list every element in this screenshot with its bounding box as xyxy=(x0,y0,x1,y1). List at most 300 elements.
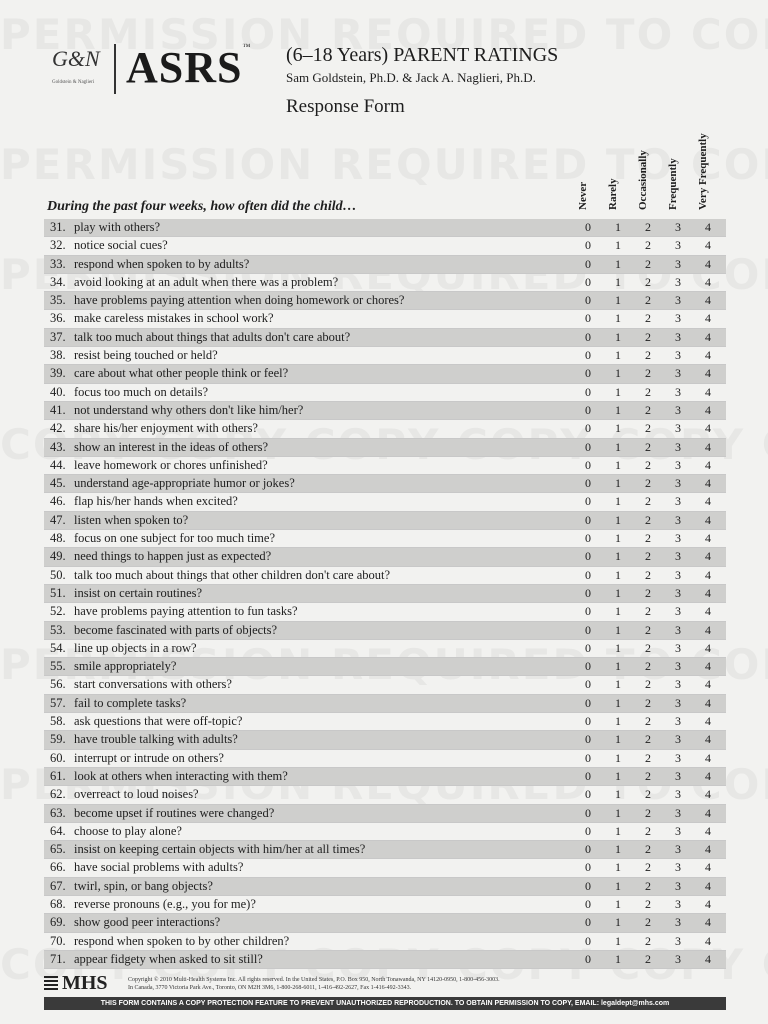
rating-option[interactable]: 0 xyxy=(585,293,591,308)
rating-option[interactable]: 0 xyxy=(585,238,591,253)
item-number: 67. xyxy=(50,878,66,893)
rating-option[interactable]: 0 xyxy=(585,311,591,326)
rating-option[interactable]: 3 xyxy=(675,842,681,857)
rating-option[interactable]: 3 xyxy=(675,768,681,783)
item-text: choose to play alone? xyxy=(74,823,182,838)
rating-option[interactable]: 1 xyxy=(615,659,621,674)
item-row xyxy=(44,585,726,603)
rating-option[interactable]: 1 xyxy=(615,732,621,747)
rating-option[interactable]: 1 xyxy=(615,860,621,875)
rating-option[interactable]: 3 xyxy=(675,512,681,527)
rating-option[interactable]: 3 xyxy=(675,714,681,729)
item-text: flap his/her hands when excited? xyxy=(74,494,238,509)
rating-option[interactable]: 2 xyxy=(645,238,651,253)
rating-option[interactable]: 0 xyxy=(585,860,591,875)
copyright-line: In Canada, 3770 Victoria Park Ave., Toronto, ON M2H 3M6, 1-800-268-6011, 1-416-492-2627, Fax 1-416-492-3343. xyxy=(128,985,412,991)
rating-option[interactable]: 3 xyxy=(675,933,681,948)
rating-option[interactable]: 3 xyxy=(675,238,681,253)
item-text: twirl, spin, or bang objects? xyxy=(74,878,213,893)
rating-option[interactable]: 2 xyxy=(645,677,651,692)
rating-option[interactable]: 1 xyxy=(615,476,621,491)
rating-option[interactable]: 1 xyxy=(615,421,621,436)
trademark-mark: ™ xyxy=(242,42,252,51)
item-row xyxy=(44,548,726,566)
rating-option[interactable]: 4 xyxy=(705,695,711,710)
rating-option[interactable]: 4 xyxy=(705,238,711,253)
item-text: respond when spoken to by adults? xyxy=(74,256,250,271)
item-row xyxy=(44,933,726,951)
rating-option[interactable]: 0 xyxy=(585,933,591,948)
rating-option[interactable]: 4 xyxy=(705,293,711,308)
rating-option[interactable]: 1 xyxy=(615,439,621,454)
item-number: 46. xyxy=(50,494,66,509)
rating-option[interactable]: 1 xyxy=(615,915,621,930)
rating-option[interactable]: 0 xyxy=(585,732,591,747)
rating-option[interactable]: 0 xyxy=(585,366,591,381)
rating-option[interactable]: 1 xyxy=(615,677,621,692)
rating-option[interactable]: 2 xyxy=(645,915,651,930)
rating-option[interactable]: 1 xyxy=(615,293,621,308)
rating-option[interactable]: 2 xyxy=(645,750,651,765)
item-number: 40. xyxy=(50,384,66,399)
rating-option[interactable]: 3 xyxy=(675,732,681,747)
rating-option[interactable]: 4 xyxy=(705,768,711,783)
rating-option[interactable]: 4 xyxy=(705,329,711,344)
rating-option[interactable]: 4 xyxy=(705,896,711,911)
rating-option[interactable]: 1 xyxy=(615,238,621,253)
item-number: 32. xyxy=(50,238,66,253)
rating-option[interactable]: 4 xyxy=(705,274,711,289)
rating-option[interactable]: 4 xyxy=(705,732,711,747)
rating-option[interactable]: 3 xyxy=(675,787,681,802)
item-number: 38. xyxy=(50,348,66,363)
rating-option[interactable]: 4 xyxy=(705,494,711,509)
rating-option[interactable]: 4 xyxy=(705,512,711,527)
rating-option[interactable]: 1 xyxy=(615,622,621,637)
item-number: 45. xyxy=(50,476,66,491)
item-text: fail to complete tasks? xyxy=(74,695,187,710)
rating-option[interactable]: 4 xyxy=(705,860,711,875)
rating-option[interactable]: 2 xyxy=(645,512,651,527)
rating-option[interactable]: 3 xyxy=(675,695,681,710)
rating-option[interactable]: 0 xyxy=(585,512,591,527)
item-number: 66. xyxy=(50,860,66,875)
rating-option[interactable]: 2 xyxy=(645,549,651,564)
item-row xyxy=(44,530,726,548)
rating-option[interactable]: 4 xyxy=(705,439,711,454)
item-text: avoid looking at an adult when there was a problem? xyxy=(74,274,339,289)
rating-option[interactable]: 0 xyxy=(585,476,591,491)
rating-option[interactable]: 1 xyxy=(615,714,621,729)
rating-option[interactable]: 0 xyxy=(585,402,591,417)
item-number: 56. xyxy=(50,677,66,692)
rating-option[interactable]: 0 xyxy=(585,549,591,564)
item-text: reverse pronouns (e.g., you for me)? xyxy=(74,896,256,911)
rating-option[interactable]: 4 xyxy=(705,622,711,637)
rating-option[interactable]: 1 xyxy=(615,512,621,527)
rating-option[interactable]: 3 xyxy=(675,622,681,637)
item-text: appear fidgety when asked to sit still? xyxy=(74,951,263,966)
item-number: 59. xyxy=(50,732,66,747)
item-row xyxy=(44,658,726,676)
item-text: overreact to loud noises? xyxy=(74,787,199,802)
copyright-line: Copyright © 2010 Multi-Health Systems Inc. All rights reserved. In the United States, P.O. Box 950, North Tonawanda, NY 14120-0950, 1-800-456-3003. xyxy=(128,977,500,983)
rating-option[interactable]: 3 xyxy=(675,494,681,509)
item-number: 37. xyxy=(50,329,66,344)
rating-option[interactable]: 0 xyxy=(585,750,591,765)
copyright-notice xyxy=(128,976,728,992)
item-row xyxy=(44,878,726,896)
rating-option[interactable]: 2 xyxy=(645,494,651,509)
item-text: have problems paying attention when doing homework or chores? xyxy=(74,293,405,308)
rating-option[interactable]: 0 xyxy=(585,329,591,344)
item-row xyxy=(44,237,726,255)
item-row xyxy=(44,256,726,274)
rating-option[interactable]: 4 xyxy=(705,915,711,930)
rating-option[interactable]: 0 xyxy=(585,787,591,802)
rating-option[interactable]: 2 xyxy=(645,439,651,454)
rating-option[interactable]: 0 xyxy=(585,220,591,234)
rating-option[interactable]: 4 xyxy=(705,384,711,399)
item-number: 34. xyxy=(50,274,66,289)
rating-option[interactable]: 4 xyxy=(705,220,711,234)
rating-option[interactable]: 4 xyxy=(705,750,711,765)
item-number: 62. xyxy=(50,787,66,802)
rating-option[interactable]: 3 xyxy=(675,585,681,600)
rating-option[interactable]: 3 xyxy=(675,329,681,344)
rating-option[interactable]: 1 xyxy=(615,787,621,802)
item-text: insist on certain routines? xyxy=(74,585,203,600)
rating-option[interactable]: 0 xyxy=(585,421,591,436)
rating-option[interactable]: 2 xyxy=(645,476,651,491)
item-row xyxy=(44,493,726,511)
rating-option[interactable]: 2 xyxy=(645,311,651,326)
item-number: 49. xyxy=(50,549,66,564)
item-row xyxy=(44,823,726,841)
rating-option[interactable]: 3 xyxy=(675,439,681,454)
rating-option[interactable]: 2 xyxy=(645,366,651,381)
item-row xyxy=(44,274,726,292)
item-number: 63. xyxy=(50,805,66,820)
rating-option[interactable]: 1 xyxy=(615,842,621,857)
rating-option[interactable]: 1 xyxy=(615,640,621,655)
rating-option[interactable]: 0 xyxy=(585,457,591,472)
item-number: 71. xyxy=(50,951,66,966)
rating-option[interactable]: 1 xyxy=(615,896,621,911)
rating-items-list xyxy=(44,219,726,969)
rating-option[interactable]: 0 xyxy=(585,531,591,546)
rating-option[interactable]: 2 xyxy=(645,878,651,893)
rating-option[interactable]: 4 xyxy=(705,714,711,729)
rating-option[interactable]: 2 xyxy=(645,604,651,619)
item-text: become upset if routines were changed? xyxy=(74,805,275,820)
rating-option[interactable]: 3 xyxy=(675,402,681,417)
item-number: 64. xyxy=(50,823,66,838)
rating-option[interactable]: 3 xyxy=(675,878,681,893)
rating-option[interactable]: 1 xyxy=(615,768,621,783)
rating-option[interactable]: 4 xyxy=(705,402,711,417)
rating-option[interactable]: 3 xyxy=(675,860,681,875)
rating-option[interactable]: 4 xyxy=(705,951,711,966)
rating-option[interactable]: 0 xyxy=(585,567,591,582)
item-row xyxy=(44,914,726,932)
rating-option[interactable]: 1 xyxy=(615,402,621,417)
rating-option[interactable]: 2 xyxy=(645,714,651,729)
rating-option[interactable]: 0 xyxy=(585,823,591,838)
rating-option[interactable]: 1 xyxy=(615,951,621,966)
rating-option[interactable]: 3 xyxy=(675,677,681,692)
rating-option[interactable]: 2 xyxy=(645,896,651,911)
rating-option[interactable]: 2 xyxy=(645,823,651,838)
rating-option[interactable]: 2 xyxy=(645,256,651,271)
item-text: talk too much about things that other children don't care about? xyxy=(74,567,391,582)
rating-option[interactable]: 0 xyxy=(585,256,591,271)
rating-option[interactable]: 4 xyxy=(705,256,711,271)
item-number: 41. xyxy=(50,402,66,417)
item-row xyxy=(44,768,726,786)
rating-option[interactable]: 4 xyxy=(705,567,711,582)
rating-option[interactable]: 3 xyxy=(675,951,681,966)
item-text: leave homework or chores unfinished? xyxy=(74,457,268,472)
item-row xyxy=(44,420,726,438)
rating-option[interactable]: 1 xyxy=(615,494,621,509)
item-row xyxy=(44,859,726,877)
rating-option[interactable]: 4 xyxy=(705,476,711,491)
item-row xyxy=(44,567,726,585)
column-header-rarely: Rarely xyxy=(607,178,619,210)
item-number: 36. xyxy=(50,311,66,326)
rating-option[interactable]: 2 xyxy=(645,695,651,710)
rating-option[interactable]: 4 xyxy=(705,549,711,564)
rating-option[interactable]: 0 xyxy=(585,915,591,930)
rating-option[interactable]: 0 xyxy=(585,439,591,454)
rating-option[interactable]: 2 xyxy=(645,659,651,674)
rating-option[interactable]: 3 xyxy=(675,274,681,289)
item-row xyxy=(44,640,726,658)
item-text: smile appropriately? xyxy=(74,659,177,674)
rating-option[interactable]: 0 xyxy=(585,951,591,966)
rating-option[interactable]: 3 xyxy=(675,640,681,655)
item-text: play with others? xyxy=(74,220,161,234)
rating-option[interactable]: 1 xyxy=(615,457,621,472)
rating-option[interactable]: 2 xyxy=(645,933,651,948)
rating-option[interactable]: 3 xyxy=(675,311,681,326)
item-text: line up objects in a row? xyxy=(74,640,197,655)
rating-option[interactable]: 0 xyxy=(585,585,591,600)
rating-option[interactable]: 2 xyxy=(645,640,651,655)
rating-option[interactable]: 3 xyxy=(675,348,681,363)
item-number: 53. xyxy=(50,622,66,637)
header-divider xyxy=(114,44,116,94)
rating-option[interactable]: 2 xyxy=(645,384,651,399)
rating-option[interactable]: 2 xyxy=(645,293,651,308)
rating-option[interactable]: 3 xyxy=(675,823,681,838)
rating-option[interactable]: 0 xyxy=(585,768,591,783)
item-text: not understand why others don't like him/her? xyxy=(74,402,304,417)
rating-option[interactable]: 0 xyxy=(585,805,591,820)
rating-option[interactable]: 1 xyxy=(615,567,621,582)
item-number: 61. xyxy=(50,768,66,783)
item-row xyxy=(44,676,726,694)
rating-option[interactable]: 4 xyxy=(705,421,711,436)
rating-option[interactable]: 3 xyxy=(675,805,681,820)
rating-option[interactable]: 1 xyxy=(615,878,621,893)
item-text: start conversations with others? xyxy=(74,677,232,692)
item-row xyxy=(44,786,726,804)
item-row xyxy=(44,512,726,530)
item-text: show an interest in the ideas of others? xyxy=(74,439,269,454)
rating-option[interactable]: 0 xyxy=(585,274,591,289)
rating-option[interactable]: 2 xyxy=(645,457,651,472)
rating-option[interactable]: 2 xyxy=(645,951,651,966)
rating-option[interactable]: 3 xyxy=(675,915,681,930)
rating-option[interactable]: 1 xyxy=(615,329,621,344)
rating-option[interactable]: 2 xyxy=(645,787,651,802)
rating-option[interactable]: 1 xyxy=(615,366,621,381)
rating-option[interactable]: 4 xyxy=(705,348,711,363)
rating-option[interactable]: 3 xyxy=(675,366,681,381)
rating-option[interactable]: 4 xyxy=(705,531,711,546)
rating-option[interactable]: 4 xyxy=(705,878,711,893)
rating-option[interactable]: 1 xyxy=(615,805,621,820)
rating-option[interactable]: 3 xyxy=(675,659,681,674)
rating-option[interactable]: 2 xyxy=(645,622,651,637)
rating-option[interactable]: 3 xyxy=(675,567,681,582)
rating-option[interactable]: 2 xyxy=(645,274,651,289)
rating-option[interactable]: 2 xyxy=(645,421,651,436)
item-row xyxy=(44,384,726,402)
rating-option[interactable]: 3 xyxy=(675,384,681,399)
rating-option[interactable]: 1 xyxy=(615,585,621,600)
form-title: (6–18 Years) PARENT RATINGS xyxy=(286,44,559,66)
column-header-occasionally: Occasionally xyxy=(637,150,649,210)
rating-option[interactable]: 2 xyxy=(645,585,651,600)
rating-option[interactable]: 1 xyxy=(615,695,621,710)
rating-option[interactable]: 0 xyxy=(585,896,591,911)
rating-option[interactable]: 3 xyxy=(675,421,681,436)
rating-option[interactable]: 4 xyxy=(705,640,711,655)
rating-option[interactable]: 4 xyxy=(705,823,711,838)
rating-option[interactable]: 1 xyxy=(615,933,621,948)
rating-option[interactable]: 2 xyxy=(645,402,651,417)
rating-option[interactable]: 2 xyxy=(645,567,651,582)
form-authors: Sam Goldstein, Ph.D. & Jack A. Naglieri, Ph.D. xyxy=(286,70,536,85)
rating-option[interactable]: 4 xyxy=(705,805,711,820)
rating-option[interactable]: 4 xyxy=(705,677,711,692)
rating-option[interactable]: 2 xyxy=(645,348,651,363)
rating-option[interactable]: 1 xyxy=(615,531,621,546)
rating-option[interactable]: 0 xyxy=(585,384,591,399)
rating-option[interactable]: 0 xyxy=(585,677,591,692)
rating-option[interactable]: 2 xyxy=(645,732,651,747)
rating-option[interactable]: 4 xyxy=(705,842,711,857)
item-row xyxy=(44,402,726,420)
logo-text: G&N xyxy=(52,46,100,71)
rating-option[interactable]: 4 xyxy=(705,787,711,802)
rating-option[interactable]: 3 xyxy=(675,750,681,765)
item-row xyxy=(44,841,726,859)
rating-option[interactable]: 0 xyxy=(585,714,591,729)
rating-option[interactable]: 3 xyxy=(675,604,681,619)
rating-option[interactable]: 3 xyxy=(675,256,681,271)
rating-option[interactable]: 2 xyxy=(645,329,651,344)
rating-option[interactable]: 3 xyxy=(675,476,681,491)
rating-option[interactable]: 4 xyxy=(705,457,711,472)
rating-option[interactable]: 4 xyxy=(705,366,711,381)
item-number: 60. xyxy=(50,750,66,765)
rating-option[interactable]: 1 xyxy=(615,549,621,564)
rating-option[interactable]: 1 xyxy=(615,311,621,326)
item-number: 42. xyxy=(50,421,66,436)
rating-option[interactable]: 2 xyxy=(645,842,651,857)
rating-option[interactable]: 4 xyxy=(705,604,711,619)
rating-option[interactable]: 1 xyxy=(615,823,621,838)
mhs-logo-text: MHS xyxy=(62,972,108,994)
rating-option[interactable]: 4 xyxy=(705,659,711,674)
mhs-logo xyxy=(44,972,108,995)
rating-option[interactable]: 0 xyxy=(585,622,591,637)
rating-option[interactable]: 1 xyxy=(615,256,621,271)
rating-option[interactable]: 0 xyxy=(585,604,591,619)
item-number: 54. xyxy=(50,640,66,655)
rating-option[interactable]: 3 xyxy=(675,531,681,546)
rating-option[interactable]: 3 xyxy=(675,896,681,911)
rating-option[interactable]: 0 xyxy=(585,640,591,655)
item-number: 69. xyxy=(50,915,66,930)
form-header xyxy=(40,40,740,130)
rating-option[interactable]: 2 xyxy=(645,768,651,783)
item-number: 35. xyxy=(50,293,66,308)
item-row xyxy=(44,731,726,749)
rating-option[interactable]: 1 xyxy=(615,274,621,289)
rating-option[interactable]: 2 xyxy=(645,220,651,234)
rating-option[interactable]: 3 xyxy=(675,549,681,564)
rating-option[interactable]: 0 xyxy=(585,659,591,674)
rating-option[interactable]: 0 xyxy=(585,842,591,857)
item-text: resist being touched or held? xyxy=(74,348,218,363)
rating-option[interactable]: 3 xyxy=(675,220,681,234)
rating-option[interactable]: 1 xyxy=(615,604,621,619)
mhs-logo-icon xyxy=(44,976,58,990)
rating-option[interactable]: 0 xyxy=(585,494,591,509)
item-text: make careless mistakes in school work? xyxy=(74,311,274,326)
rating-option[interactable]: 3 xyxy=(675,293,681,308)
rating-option[interactable]: 0 xyxy=(585,878,591,893)
rating-option[interactable]: 1 xyxy=(615,750,621,765)
rating-option[interactable]: 2 xyxy=(645,531,651,546)
item-row xyxy=(44,365,726,383)
rating-option[interactable]: 0 xyxy=(585,348,591,363)
rating-option[interactable]: 4 xyxy=(705,311,711,326)
rating-option[interactable]: 1 xyxy=(615,348,621,363)
form-name: Response Form xyxy=(286,96,405,117)
rating-option[interactable]: 4 xyxy=(705,585,711,600)
rating-option[interactable]: 2 xyxy=(645,860,651,875)
item-text: respond when spoken to by other children? xyxy=(74,933,290,948)
item-text: have problems paying attention to fun tasks? xyxy=(74,604,298,619)
rating-option[interactable]: 4 xyxy=(705,933,711,948)
rating-option[interactable]: 1 xyxy=(615,220,621,234)
item-text: care about what other people think or feel? xyxy=(74,366,289,381)
item-row xyxy=(44,603,726,621)
rating-option[interactable]: 3 xyxy=(675,457,681,472)
rating-option[interactable]: 2 xyxy=(645,805,651,820)
item-row xyxy=(44,292,726,310)
item-row xyxy=(44,219,726,237)
rating-option[interactable]: 0 xyxy=(585,695,591,710)
item-row xyxy=(44,750,726,768)
rating-option[interactable]: 1 xyxy=(615,384,621,399)
